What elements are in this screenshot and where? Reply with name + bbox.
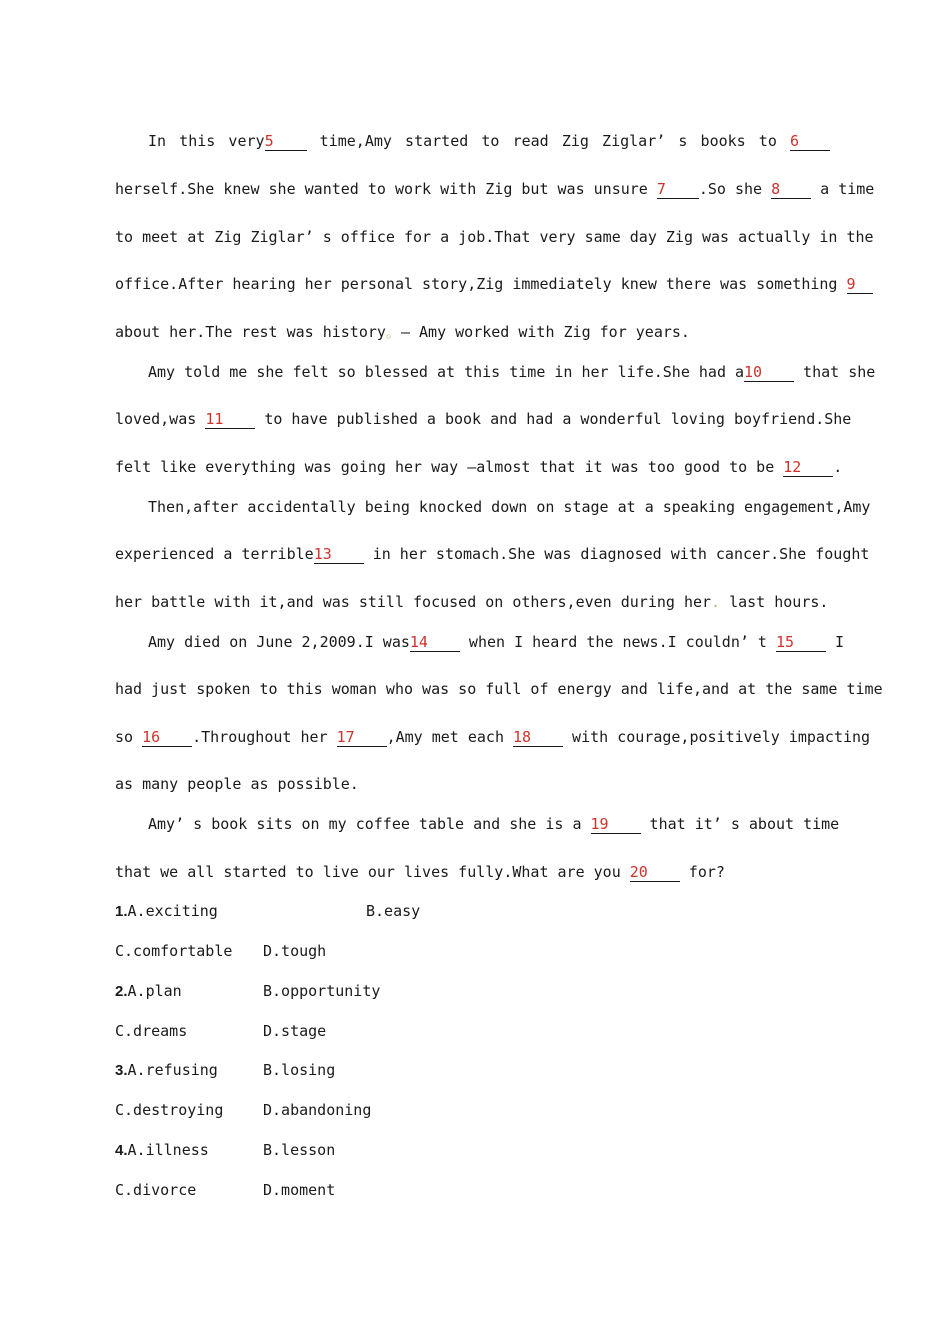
text: her battle with it,and was still focused on others,even during her (115, 593, 712, 611)
passage-line (115, 179, 875, 199)
passage-line (148, 362, 876, 382)
passage-line: had just spoken to this woman who was so full of energy and life,and at the same time (115, 680, 883, 698)
text: .So she (698, 180, 772, 198)
option-b[interactable]: B.opportunity (263, 982, 381, 1000)
option-a[interactable]: A.plan (127, 982, 182, 1000)
question-number: 4. (115, 1142, 128, 1159)
blank-5[interactable]: 5 (265, 132, 307, 151)
text: Amy told me she felt so blessed at this time in her life.She had a (148, 363, 745, 381)
question-1-row-ab (115, 901, 218, 922)
text: In this very (148, 132, 265, 150)
text: that she (794, 363, 876, 381)
question-4-row-ab (115, 1140, 209, 1161)
text: a time (811, 180, 875, 198)
text: felt like everything was going her way —almost that it was too good to be (115, 458, 784, 476)
text: . (833, 458, 843, 476)
option-d[interactable]: D.stage (263, 1022, 327, 1040)
text: with courage,positively impacting (563, 728, 871, 746)
passage-line: as many people as possible. (115, 775, 359, 793)
blank-8[interactable]: 8 (771, 180, 811, 199)
text: in her stomach.She was diagnosed with cancer.She fought (363, 545, 870, 563)
text: time,Amy started to read Zig Ziglar’ s books to (306, 132, 790, 150)
question-number: 3. (115, 1062, 128, 1079)
passage-line (115, 274, 856, 294)
passage-line (115, 409, 852, 429)
text: herself.She knew she wanted to work with Zig but was unsure (115, 180, 657, 198)
blank-19[interactable]: 19 (591, 815, 641, 834)
passage-line (115, 727, 871, 747)
text: ,Amy met each (386, 728, 514, 746)
text: loved,was (115, 410, 206, 428)
text: last hours. (720, 593, 829, 611)
passage-line (115, 457, 843, 477)
stray-mark: 。 (385, 323, 401, 341)
blank-16[interactable]: 16 (142, 728, 192, 747)
option-b[interactable]: B.lesson (263, 1141, 336, 1159)
blank-14[interactable]: 14 (410, 633, 460, 652)
option-d[interactable]: D.tough (263, 942, 327, 960)
passage-line (115, 862, 830, 882)
text: .Throughout her (192, 728, 337, 746)
stray-mark: . (711, 593, 721, 611)
text: when I heard the news.I couldn’ t (459, 633, 776, 651)
passage-line (115, 592, 830, 612)
text: experienced a terrible (115, 545, 314, 563)
question-number: 1. (115, 903, 128, 920)
passage-line (115, 322, 830, 342)
passage-line (148, 632, 845, 652)
blank-7[interactable]: 7 (657, 180, 699, 199)
option-b[interactable]: B.losing (263, 1061, 336, 1079)
blank-20[interactable]: 20 (630, 863, 680, 882)
text: that we all started to live our lives fully.What are you (115, 863, 630, 881)
question-3-row-ab (115, 1060, 218, 1081)
option-c[interactable]: C.divorce (115, 1181, 197, 1199)
option-b[interactable]: B.easy (366, 902, 421, 920)
question-number: 2. (115, 983, 128, 1000)
passage-line: Then,after accidentally being knocked down on stage at a speaking engagement,Amy (148, 498, 871, 516)
passage-line: to meet at Zig Ziglar’ s office for a job.That very same day Zig was actually in the (115, 228, 874, 246)
text: that it’ s about time (640, 815, 840, 833)
text: I (825, 633, 845, 651)
question-2-row-ab (115, 981, 182, 1002)
text: — Amy worked with Zig for years. (400, 323, 690, 341)
text: about her.The rest was history (115, 323, 386, 341)
blank-18[interactable]: 18 (513, 728, 563, 747)
option-a[interactable]: A.refusing (127, 1061, 218, 1079)
option-c[interactable]: C.comfortable (115, 942, 233, 960)
passage-line (115, 544, 870, 564)
blank-15[interactable]: 15 (776, 633, 826, 652)
blank-12[interactable]: 12 (783, 458, 833, 477)
text: Amy died on June 2,2009.I was (148, 633, 410, 651)
blank-6[interactable]: 6 (790, 132, 830, 151)
blank-13[interactable]: 13 (314, 545, 364, 564)
blank-11[interactable]: 11 (205, 410, 255, 429)
passage-line (148, 131, 830, 151)
blank-9[interactable]: 9 (847, 275, 873, 294)
option-a[interactable]: A.illness (127, 1141, 209, 1159)
text: for? (679, 863, 725, 881)
option-d[interactable]: D.moment (263, 1181, 336, 1199)
blank-10[interactable]: 10 (744, 363, 794, 382)
option-c[interactable]: C.dreams (115, 1022, 188, 1040)
option-a[interactable]: A.exciting (127, 902, 218, 920)
blank-17[interactable]: 17 (337, 728, 387, 747)
text: office.After hearing her personal story,Zig immediately knew there was something (115, 275, 847, 293)
text: Amy’ s book sits on my coffee table and she is a (148, 815, 591, 833)
passage-line (148, 814, 840, 834)
text: to have published a book and had a wonderful loving boyfriend.She (255, 410, 852, 428)
option-d[interactable]: D.abandoning (263, 1101, 372, 1119)
option-c[interactable]: C.destroying (115, 1101, 224, 1119)
text: so (115, 728, 143, 746)
